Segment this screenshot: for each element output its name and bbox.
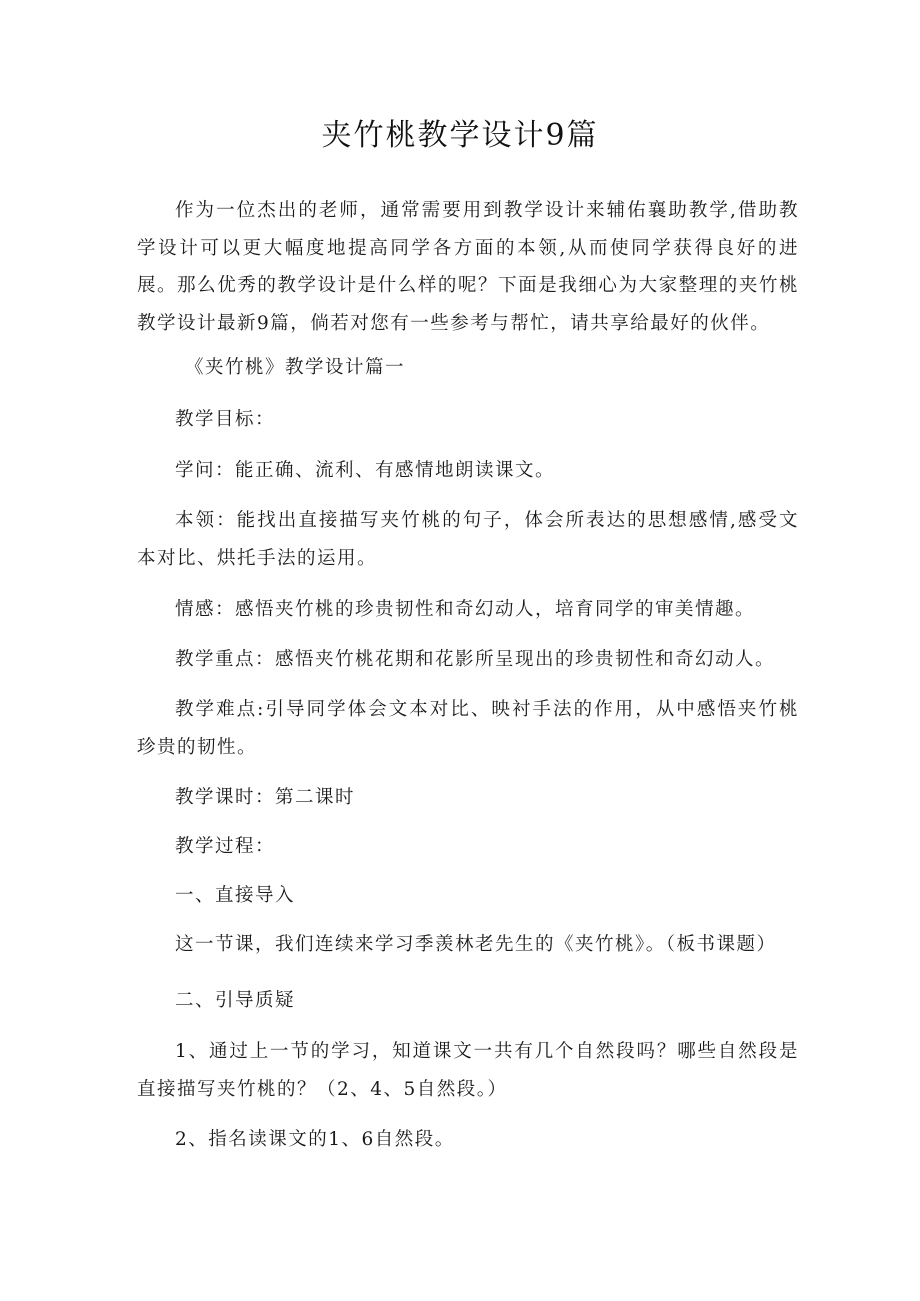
paragraph-difficulties: 教学难点:引导同学体会文本对比、映衬手法的作用，从中感悟夹竹桃珍贵的韧性。 xyxy=(137,699,799,758)
intro-paragraph: 作为一位杰出的老师，通常需要用到教学设计来辅佑襄助教学,借助教学设计可以更大幅度地提高同学各方面的本领,从而使同学获得良好的进展。那么优秀的教学设计是什么样的呢？下面是我细心为大家整理的夹竹桃教学设计最新9篇，倘若对您有一些参考与帮忙，请共享给最好的伙伴。 xyxy=(137,200,799,334)
paragraph-step-two: 二、引导质疑 xyxy=(175,990,296,1011)
page-title: 夹竹桃教学设计9篇 xyxy=(321,118,599,153)
paragraph-class-hours: 教学课时：第二课时 xyxy=(175,787,356,808)
paragraph-question-one: 1、通过上一节的学习，知道课文一共有几个自然段吗？哪些自然段是直接描写夹竹桃的？（2、4、5自然段。） xyxy=(137,1041,799,1100)
paragraph-teaching-goals: 教学目标： xyxy=(175,409,276,430)
paragraph-ability: 本领：能找出直接描写夹竹桃的句子，体会所表达的思想感情,感受文本对比、烘托手法的运用。 xyxy=(137,510,799,569)
paragraph-key-points: 教学重点：感悟夹竹桃花期和花影所呈现出的珍贵韧性和奇幻动人。 xyxy=(175,649,776,670)
paragraph-introduction: 这一节课，我们连续来学习季羡林老先生的《夹竹桃》。（板书课题） xyxy=(175,934,777,955)
paragraph-emotion: 情感：感悟夹竹桃的珍贵韧性和奇幻动人，培育同学的审美情趣。 xyxy=(175,599,756,620)
paragraph-question-two: 2、指名读课文的1、6自然段。 xyxy=(175,1129,455,1150)
section-title: 《夹竹桃》教学设计篇一 xyxy=(185,357,406,378)
paragraph-knowledge: 学问：能正确、流利、有感情地朗读课文。 xyxy=(175,460,556,481)
paragraph-step-one: 一、直接导入 xyxy=(175,885,296,906)
paragraph-process: 教学过程： xyxy=(175,836,276,857)
